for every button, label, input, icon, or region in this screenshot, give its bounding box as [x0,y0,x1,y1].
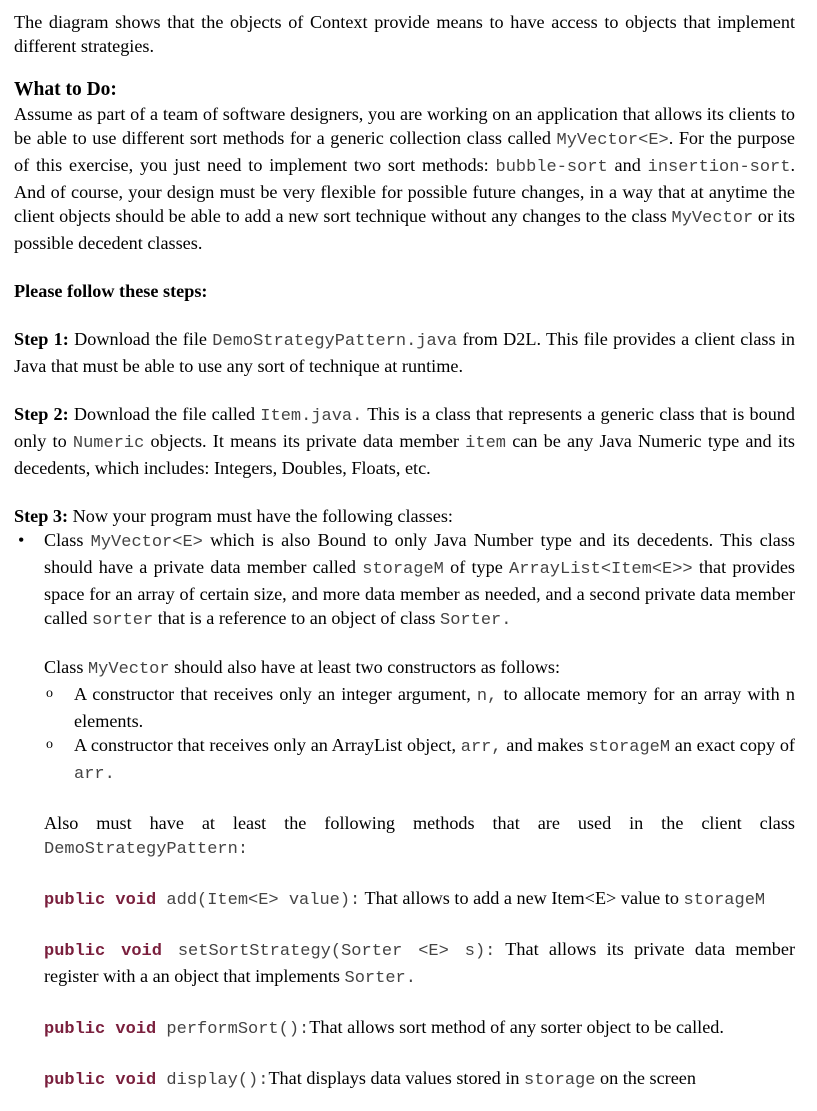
constructors-intro: Class MyVector should also have at least two constructors as follows: [44,657,561,679]
document-page [14,10,795,1093]
constructor-item-2 [14,733,795,787]
method-set-sort-strategy: public void setSortStrategy(Sorter <E> s): That allows its private data member register with a an object that implements Sorter. [44,939,795,988]
steps-heading: Please follow these steps: [14,281,208,301]
step-1: Step 1: Download the file DemoStrategyPattern.java from D2L. This file provides a client class in Java that must be able to use any sort of technique at runtime. [14,329,795,376]
method-add: public void add(Item<E> value): That allows to add a new Item<E> value to storageM [44,888,766,910]
bullet-dot: • [18,530,25,550]
methods-intro: Also must have at least the following methods that are used in the client class DemoStrategyPattern: [44,813,795,859]
what-to-do-heading: What to Do: [14,79,117,100]
sub-bullet-circle: o [46,686,53,701]
step-2: Step 2: Download the file called Item.java. This is a class that represents a generic class that is bound only to Numeric objects. It means its private data member item can be any Java Numeric type and its decedents, which includes: Integers, Doubles, Floats, etc. [14,404,795,478]
method-perform-sort: public void performSort():That allows sort method of any sorter object to be called. [44,1017,724,1039]
myvector-bullet [14,528,795,633]
step-3: Step 3: Now your program must have the following classes: [14,506,453,526]
method-display: public void display():That displays data values stored in storage on the screen [44,1068,696,1090]
constructor-item-2-text: A constructor that receives only an ArrayList object, arr, and makes storageM an exact copy of arr. [74,735,795,784]
myvector-bullet-text: Class MyVector<E> which is also Bound to only Java Number type and its decedents. This class should have a private data member called storageM of type ArrayList<Item<E>> that provides space for an array of certain size, and more data member as needed, and a second private data member called sorter that is a reference to an object of class Sorter. [44,530,795,630]
constructor-item-1 [14,682,795,733]
sub-bullet-circle: o [46,737,53,752]
constructor-item-1-text: A constructor that receives only an integer argument, n, to allocate memory for an array with n elements. [74,684,796,731]
intro-paragraph: The diagram shows that the objects of Context provide means to have access to objects that implement different strategies. [14,12,795,56]
what-to-do-paragraph: Assume as part of a team of software designers, you are working on an application that allows its clients to be able to use different sort methods for a generic collection class called MyVector<E>. For the purpose of this exercise, you just need to implement two sort methods: bubble-sort and insertion-sort. And of course, your design must be very flexible for possible future changes, in a way that at anytime the client objects should be able to add a new sort technique without any changes to the class MyVector or its possible decedent classes. [14,104,795,253]
